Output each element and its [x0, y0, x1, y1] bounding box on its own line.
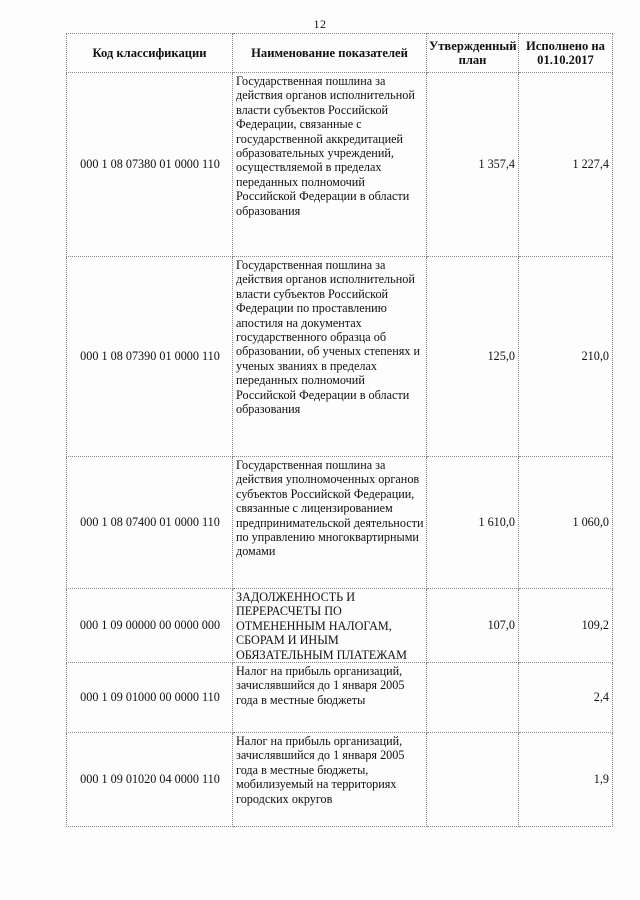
row-executed: 109,2 — [519, 589, 613, 663]
row-name: Налог на прибыль организаций, зачислявшийся до 1 января 2005 года в местные бюджеты, мобилизуемый на территориях городских округов — [233, 733, 427, 827]
header-name: Наименование показателей — [233, 34, 427, 73]
table-row — [67, 733, 613, 827]
page-number: 12 — [313, 17, 327, 31]
table-header-row — [67, 34, 613, 73]
header-executed: Исполнено на 01.10.2017 — [519, 34, 613, 73]
row-executed: 1 227,4 — [519, 73, 613, 257]
row-plan: 125,0 — [427, 257, 519, 457]
row-plan — [427, 663, 519, 733]
row-code: 000 1 08 07400 01 0000 110 — [67, 457, 233, 589]
row-name: Государственная пошлина за действия органов исполнительной власти субъектов Российской Федерации по проставлению апостиля на документах государственного образца об образовании, об ученых степенях и ученых званиях в пределах переданных полномочий Российской Федерации в области образования — [233, 257, 427, 457]
header-plan: Утвержденный план — [427, 34, 519, 73]
row-name: Государственная пошлина за действия органов исполнительной власти субъектов Российской Федерации, связанные с государственной аккредитацией образовательных учреждений, осуществляемой в пределах переданных полномочий Российской Федерации в области образования — [233, 73, 427, 257]
row-executed: 1,9 — [519, 733, 613, 827]
row-plan — [427, 733, 519, 827]
row-plan: 107,0 — [427, 589, 519, 663]
row-code: 000 1 08 07390 01 0000 110 — [67, 257, 233, 457]
row-plan: 1 357,4 — [427, 73, 519, 257]
budget-table — [66, 33, 613, 827]
row-code: 000 1 08 07380 01 0000 110 — [67, 73, 233, 257]
row-name: ЗАДОЛЖЕННОСТЬ И ПЕРЕРАСЧЕТЫ ПО ОТМЕНЕННЫМ НАЛОГАМ, СБОРАМ И ИНЫМ ОБЯЗАТЕЛЬНЫМ ПЛАТЕЖАМ — [233, 589, 427, 663]
table-row — [67, 257, 613, 457]
row-executed: 2,4 — [519, 663, 613, 733]
row-code: 000 1 09 00000 00 0000 000 — [67, 589, 233, 663]
row-plan: 1 610,0 — [427, 457, 519, 589]
table-row — [67, 663, 613, 733]
row-executed: 1 060,0 — [519, 457, 613, 589]
row-code: 000 1 09 01000 00 0000 110 — [67, 663, 233, 733]
header-code: Код классификации — [67, 34, 233, 73]
table-row — [67, 73, 613, 257]
table-row — [67, 457, 613, 589]
table-row — [67, 589, 613, 663]
row-name: Налог на прибыль организаций, зачислявшийся до 1 января 2005 года в местные бюджеты — [233, 663, 427, 733]
row-name: Государственная пошлина за действия уполномоченных органов субъектов Российской Федерации, связанные с лицензированием предпринимательской деятельности по управлению многоквартирными домами — [233, 457, 427, 589]
row-code: 000 1 09 01020 04 0000 110 — [67, 733, 233, 827]
row-executed: 210,0 — [519, 257, 613, 457]
